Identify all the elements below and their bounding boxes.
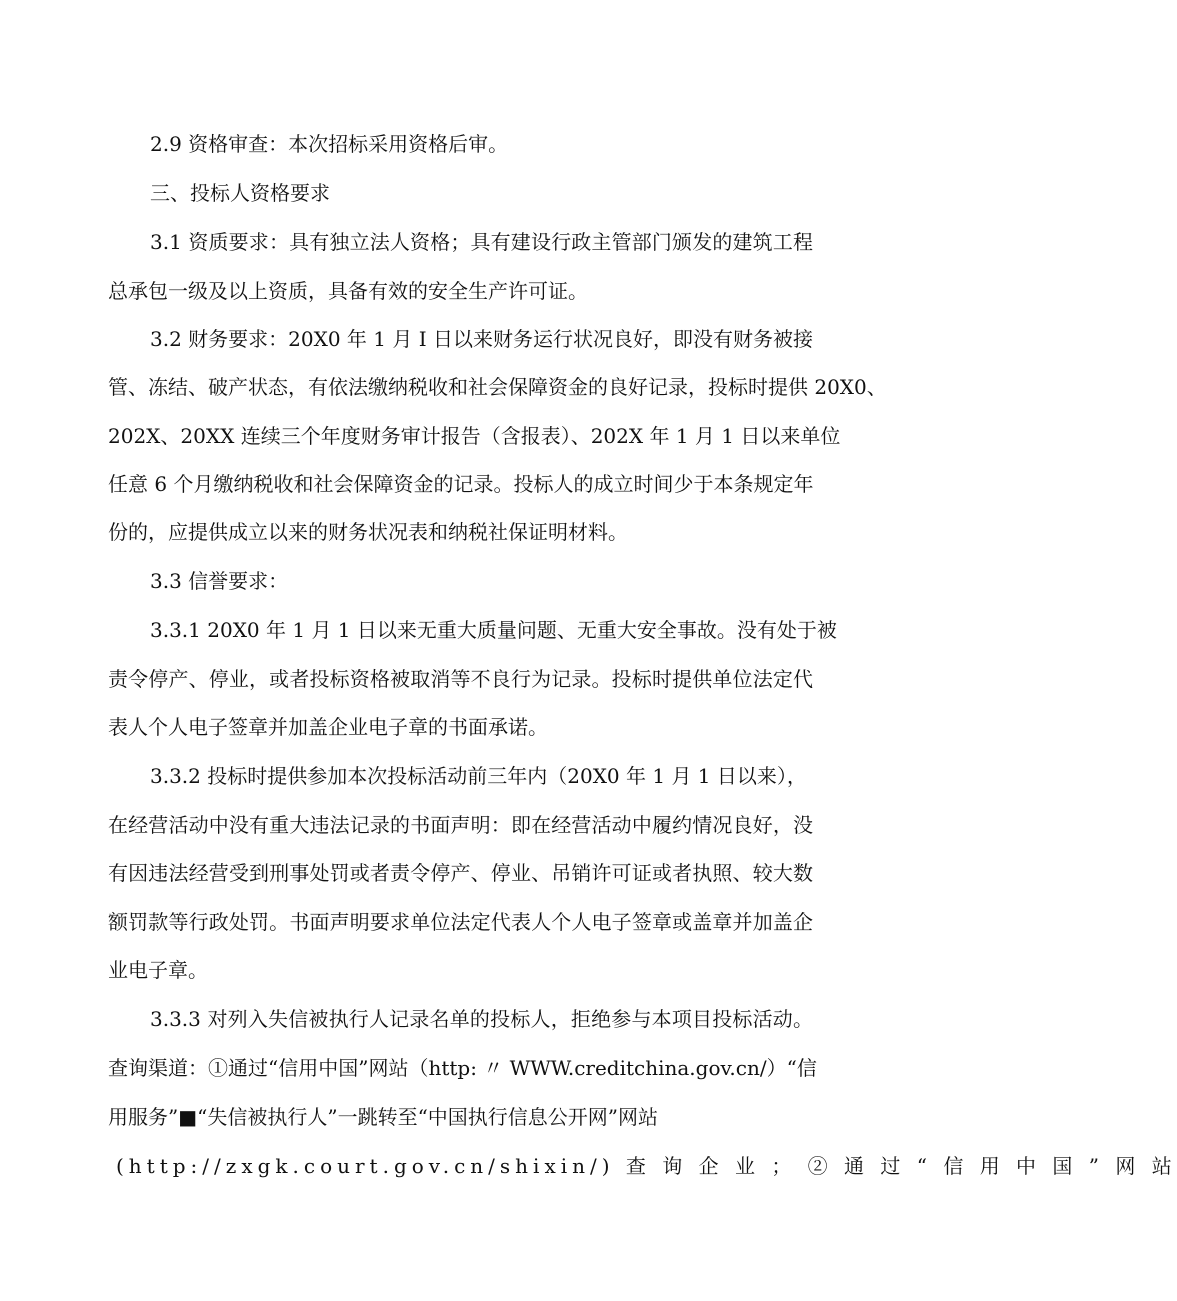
section-3-3-2-line-2: 在经营活动中没有重大违法记录的书面声明：即在经营活动中履约情况良好，没 xyxy=(108,813,813,837)
section-3-3-heading: 3.3 信誉要求： xyxy=(150,569,289,593)
section-3-3-3-line-4: (http://zxgk.court.gov.cn/shixin/) 查 询 企 业 ； ② 通 过 “ 信 用 中 国 ” 网 站 xyxy=(116,1154,1177,1178)
section-3-3-1-line-3: 表人个人电子签章并加盖企业电子章的书面承诺。 xyxy=(108,715,548,739)
section-3-2-line-1: 3.2 财务要求：20X0 年 1 月 I 日以来财务运行状况良好，即没有财务被接 xyxy=(150,327,813,351)
section-2-9-line: 2.9 资格审查：本次招标采用资格后审。 xyxy=(150,132,509,156)
section-3-1-line-2: 总承包一级及以上资质，具备有效的安全生产许可证。 xyxy=(108,279,588,303)
section-3-3-1-line-1: 3.3.1 20X0 年 1 月 1 日以来无重大质量问题、无重大安全事故。没有处于被 xyxy=(150,618,837,642)
section-3-2-line-2: 管、冻结、破产状态，有依法缴纳税收和社会保障资金的良好记录，投标时提供 20X0、 xyxy=(108,375,887,399)
section-3-3-3-line-3: 用服务”■“失信被执行人”一跳转至“中国执行信息公开网”网站 xyxy=(108,1105,659,1129)
section-3-1-line-1: 3.1 资质要求：具有独立法人资格；具有建设行政主管部门颁发的建筑工程 xyxy=(150,230,813,254)
section-3-3-2-line-1: 3.3.2 投标时提供参加本次投标活动前三年内（20X0 年 1 月 1 日以来）， xyxy=(150,764,807,788)
section-3-3-2-line-4: 额罚款等行政处罚。书面声明要求单位法定代表人个人电子签章或盖章并加盖企 xyxy=(108,910,813,934)
section-3-2-line-4: 任意 6 个月缴纳税收和社会保障资金的记录。投标人的成立时间少于本条规定年 xyxy=(108,472,814,496)
section-3-2-line-5: 份的，应提供成立以来的财务状况表和纳税社保证明材料。 xyxy=(108,520,628,544)
section-3-3-2-line-3: 有因违法经营受到刑事处罚或者责令停产、停业、吊销许可证或者执照、较大数 xyxy=(108,861,813,885)
section-3-3-3-line-1: 3.3.3 对列入失信被执行人记录名单的投标人，拒绝参与本项目投标活动。 xyxy=(150,1007,813,1031)
section-3-heading: 三、投标人资格要求 xyxy=(150,181,330,205)
section-3-3-3-line-2: 查询渠道：①通过“信用中国”网站（http: 〃 WWW.creditchina.gov.cn/）“信 xyxy=(108,1056,817,1080)
section-3-3-1-line-2: 责令停产、停业，或者投标资格被取消等不良行为记录。投标时提供单位法定代 xyxy=(108,667,813,691)
section-3-3-2-line-5: 业电子章。 xyxy=(108,958,208,982)
section-3-2-line-3: 202X、20XX 连续三个年度财务审计报告（含报表）、202X 年 1 月 1 日以来单位 xyxy=(108,424,841,448)
